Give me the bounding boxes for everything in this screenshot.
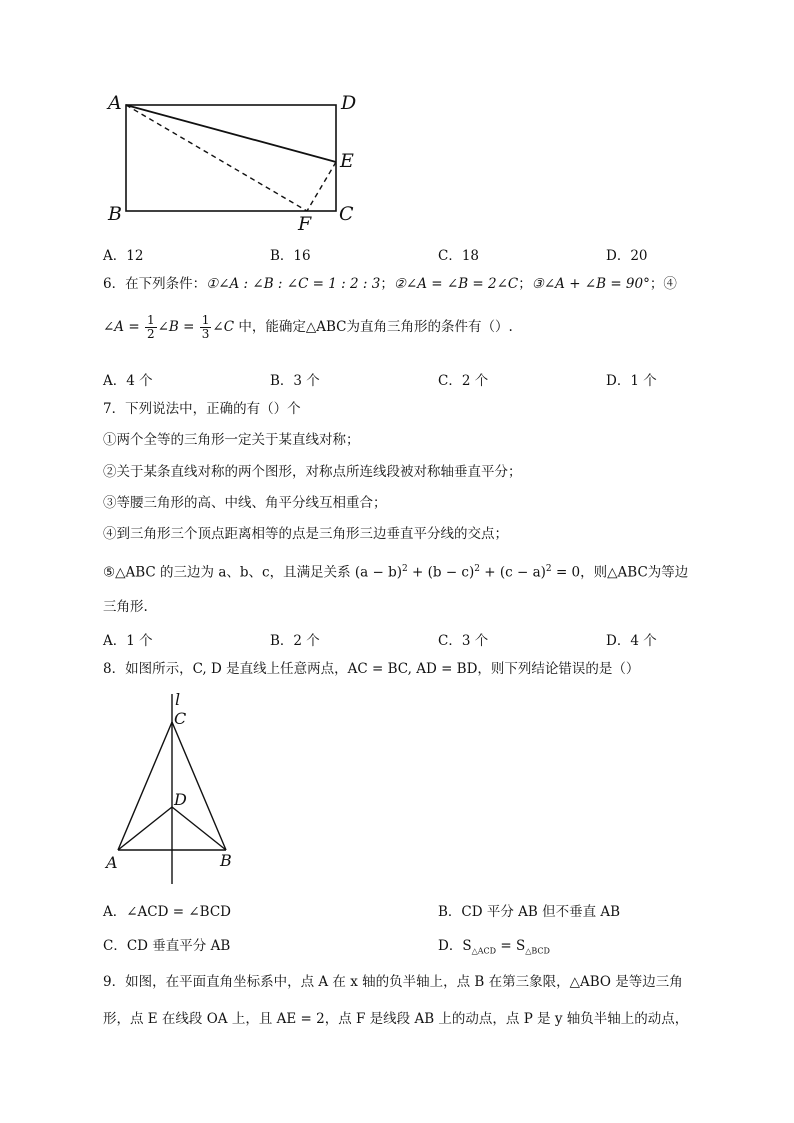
q6-fraction-half bbox=[145, 314, 157, 341]
q8-option-a[interactable]: A．∠ACD = ∠BCD bbox=[103, 904, 231, 920]
q9-line1: 9．如图，在平面直角坐标系中，点 A 在 x 轴的负半轴上，点 B 在第三象限，△ABO 是等边三角 bbox=[103, 974, 683, 990]
q7-exp-3: 2 bbox=[545, 564, 552, 574]
q7-option-a[interactable]: A．1 个 bbox=[103, 633, 153, 649]
segment-cb bbox=[172, 722, 226, 850]
q6-sep-3: ； bbox=[649, 276, 664, 292]
q7-option-d[interactable]: D．4 个 bbox=[606, 633, 657, 649]
q6-option-d[interactable]: D．1 个 bbox=[606, 373, 657, 389]
q6-option-a[interactable]: A．4 个 bbox=[103, 373, 153, 389]
q7-stem: 7．下列说法中，正确的有（）个 bbox=[103, 401, 301, 417]
q8-option-c[interactable]: C．CD 垂直平分 AB bbox=[103, 938, 231, 954]
q8-option-d-s2: = S bbox=[496, 938, 526, 954]
q5-option-b[interactable]: B．16 bbox=[270, 248, 311, 264]
q7-s5-part-b: + (b − c) bbox=[407, 564, 475, 581]
q6-frac1-den: 2 bbox=[146, 327, 155, 341]
q6-condition-3: ③∠A + ∠B = 90° bbox=[531, 276, 650, 292]
q6-fraction-third bbox=[200, 314, 212, 341]
label-a-left: A bbox=[106, 853, 118, 872]
label-c-top: C bbox=[174, 709, 187, 728]
q6-line2 bbox=[103, 314, 513, 341]
label-a: A bbox=[108, 92, 122, 114]
q6-frac2-den: 3 bbox=[201, 327, 210, 341]
q6-condition-4-mark: ④ bbox=[663, 276, 677, 292]
q7-statement-2: ②关于某条直线对称的两个图形，对称点所连线段被对称轴垂直平分； bbox=[103, 464, 522, 480]
q6-angle-a: ∠A = bbox=[103, 319, 140, 335]
q6-angle-b: ∠B = bbox=[157, 319, 195, 335]
segment-da bbox=[118, 807, 172, 850]
q6-frac1-num: 1 bbox=[146, 313, 155, 327]
q7-statement-5-line2: 三角形. bbox=[103, 599, 148, 615]
q6-line1 bbox=[103, 275, 677, 293]
label-d-mid: D bbox=[174, 790, 187, 809]
q8-option-d-s1: D．S bbox=[438, 938, 472, 954]
q7-exp-2: 2 bbox=[474, 564, 480, 574]
q9-line2: 形，点 E 在线段 OA 上，且 AE = 2，点 F 是线段 AB 上的动点，点 P 是 y 轴负半轴上的动点， bbox=[103, 1011, 689, 1027]
q6-frac2-num: 1 bbox=[201, 313, 210, 327]
q6-condition-1: ①∠A : ∠B : ∠C = 1 : 2 : 3 bbox=[206, 276, 381, 292]
segment-af-dashed bbox=[126, 105, 307, 211]
segment-ca bbox=[118, 722, 172, 850]
q7-statement-5 bbox=[103, 560, 688, 582]
label-b: B bbox=[108, 203, 122, 225]
label-c: C bbox=[339, 203, 354, 225]
q8-option-d-sub1: △ACD bbox=[471, 946, 497, 956]
q7-statement-4: ④到三角形三个顶点距离相等的点是三角形三边垂直平分线的交点； bbox=[103, 526, 508, 542]
label-f: F bbox=[298, 213, 312, 235]
q7-option-b[interactable]: B．2 个 bbox=[270, 633, 320, 649]
q5-option-a[interactable]: A．12 bbox=[103, 248, 144, 264]
q7-s5-part-c: + (c − a) bbox=[479, 564, 546, 581]
q6-option-c[interactable]: C．2 个 bbox=[438, 373, 489, 389]
q6-option-b[interactable]: B．3 个 bbox=[270, 373, 320, 389]
q6-sep-1: ； bbox=[380, 276, 394, 292]
q8-option-d-sub2: △BCD bbox=[525, 946, 550, 956]
label-l: l bbox=[175, 690, 181, 709]
q8-stem: 8．如图所示，C, D 是直线上任意两点，AC = BC, AD = BD，则下列结论错误的是（） bbox=[103, 661, 640, 677]
q8-option-b[interactable]: B．CD 平分 AB 但不垂直 AB bbox=[438, 904, 621, 920]
q6-angle-c: ∠C bbox=[212, 319, 235, 335]
q7-statement-3: ③等腰三角形的高、中线、角平分线互相重合； bbox=[103, 495, 387, 511]
q6-line2-tail: 中，能确定△ABC为直角三角形的条件有（）. bbox=[234, 319, 513, 335]
q7-option-c[interactable]: C．3 个 bbox=[438, 633, 489, 649]
q6-condition-2: ②∠A = ∠B = 2∠C bbox=[393, 276, 519, 292]
segment-db bbox=[172, 807, 226, 850]
q8-option-d[interactable] bbox=[438, 934, 550, 956]
segment-ef-dashed bbox=[307, 162, 336, 211]
q5-option-d[interactable]: D．20 bbox=[606, 248, 648, 264]
q7-s5-part-d: = 0，则△ABC为等边 bbox=[551, 564, 689, 581]
rectangle-abcd bbox=[126, 105, 336, 211]
rectangle-diagram bbox=[100, 88, 370, 240]
label-b-right: B bbox=[220, 851, 232, 870]
label-e: E bbox=[340, 150, 354, 172]
q6-sep-2: ； bbox=[518, 276, 532, 292]
segment-ae bbox=[126, 105, 336, 162]
q7-s5-part-a: ⑤△ABC 的三边为 a、b、c，且满足关系 (a − b) bbox=[103, 564, 402, 581]
label-d: D bbox=[341, 92, 357, 114]
q6-prefix: 6．在下列条件： bbox=[103, 276, 207, 292]
q5-option-c[interactable]: C．18 bbox=[438, 248, 480, 264]
q7-exp-1: 2 bbox=[401, 564, 408, 574]
q7-statement-1: ①两个全等的三角形一定关于某直线对称； bbox=[103, 432, 360, 448]
